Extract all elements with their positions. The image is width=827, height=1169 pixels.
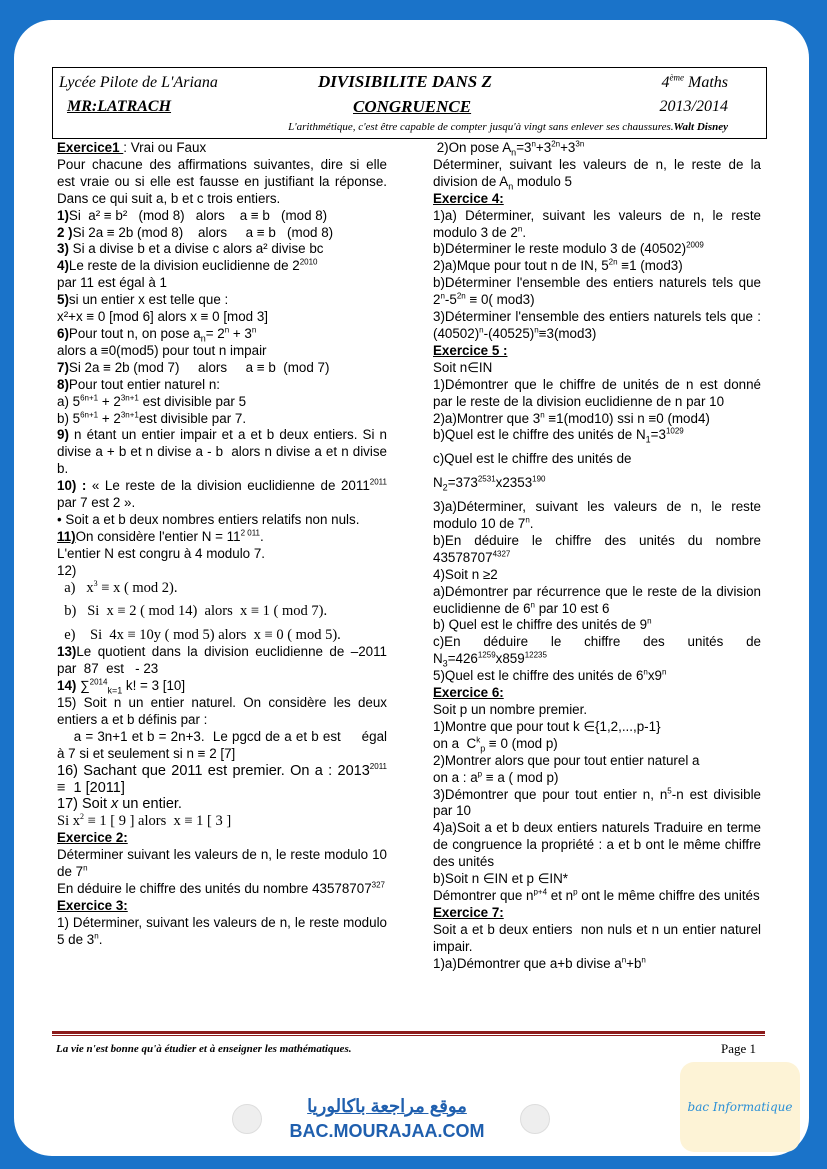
right-column: 2)On pose $A_n=3^n+3^{2n}+3^{3n}$ Déterminer, suivant les valeurs de n, le reste de la division de $A_n$ modulo 5 Exercice 4: 1)a) Déterminer, suivant les valeurs de n, le reste modulo 3 de 2$^n$. b)Déterminer le reste modulo 3 de $(40502)^{2009}$ 2)a)Mque pour tout n de IN, $5^{2n} \equiv 1$ (mod3) b)Déterminer l'ensemble des entiers naturels tels que $2^n-5^{2n} \equiv 0$( mod3) 3)Déterminer l'ensemble des entiers naturels tels que $:(40502)^n-(40525)^n\equiv 3(mod3)$ Exercice 5 : Soit n∈IN 1)Démontrer que le chiffre de unités de n est donné par le reste de la division euclidienne de n par 10 2)a)Montrer que $3^n \equiv 1(mod10)$ ssi n ≡0 (mod4) b)Quel est le chiffre des unités de $N_1=3^{1029}$ c)Quel est le chiffre des unités de $N_2=373^{2531}x2353^{190}$ 3)a)Déterminer, suivant les valeurs de n, le reste modulo 10 de 7$^n$. b)En déduire le chiffre des unités du nombre $43578707^{4327}$ 4)Soit n ≥2 a)Démontrer par récurrence que le reste de la division euclidienne de 6$^n$ par 10 est 6 b) Quel est le chiffre des unités de 9$^n$ c)En déduire le chiffre des unités de $N_3=426^{1259}x859^{12235}$ 5)Quel est le chiffre des unités de 6$^n$x9$^n$ Exercice 6: Soit p un nombre premier. 1)Montre que pour tout k ∈{1,2,...,p-1} on a $C^k_p \equiv 0$ (mod p) 2)Montrer alors que pour tout entier naturel a on a : $a^p \equiv a$ ( mod p) 3)Démontrer que pour tout entier n, $n^5-n$ est divisible par 10 4)a)Soit a et b deux entiers naturels Traduire en terme de congruence la propriété : a et b ont le même chiffre des unités b)Soit n ∈IN et p ∈IN* Démontrer que $n^{p+4}$ et $n^p$ ont le même chiffre des unités Exercice 7: Soit a et b deux entiers non nuls et n un entier naturel impair. 1)a)Démontrer que a+b divise $a^n+b^n$	[433, 139, 761, 971]
document-header	[52, 67, 767, 139]
site-name-arabic[interactable]: موقع مراجعة باكالوريا	[307, 1096, 467, 1116]
school-name: Lycée Pilote de L'Ariana	[59, 74, 218, 91]
class-level: 4ème Maths	[661, 72, 728, 91]
footer-rule	[52, 1031, 765, 1034]
footer-motto: La vie n'est bonne qu'à étudier et à enseigner les mathématiques.	[56, 1043, 352, 1055]
site-logo-icon	[232, 1104, 262, 1134]
document-title: DIVISIBILITE DANS Z	[318, 72, 492, 91]
bac-informatique-badge: bac Informatique	[680, 1062, 800, 1152]
site-url[interactable]: BAC.MOURAJAA.COM	[289, 1121, 485, 1141]
teacher-name: MR:LATRACH	[67, 98, 172, 115]
site-logo-icon-right	[520, 1104, 550, 1134]
header-quote: L'arithmétique, c'est être capable de compter jusqu'à vingt sans enlever ses chaussures.Walt Disney	[288, 121, 728, 133]
footer-rule-thin	[52, 1035, 765, 1036]
page-number: Page 1	[721, 1041, 757, 1056]
document-subtitle: CONGRUENCE	[353, 97, 472, 116]
site-banner[interactable]	[268, 1090, 506, 1150]
left-column: Exercice1 : Vrai ou Faux Pour chacune des affirmations suivantes, dire si elle est vraie ou si elle est fausse en justifiant la réponse. Dans ce qui suit a, b et c trois entiers. 1)Si a² ≡ b² (mod 8) alors a ≡ b (mod 8) 2 )Si 2a ≡ 2b (mod 8) alors a ≡ b (mod 8) 3) Si a divise b et a divise c alors a² divise bc 4)Le reste de la division euclidienne de $2^{2010}$ par 11 est égal à 1 5)si un entier x est telle que : x²+x ≡ 0 [mod 6] alors x ≡ 0 [mod 3] 6)Pour tout n, on pose $a_n= 2^n + 3^n$ alors a ≡0(mod5) pour tout n impair 7)Si 2a ≡ 2b (mod 7) alors a ≡ b (mod 7) 8)Pour tout entier naturel n: a) $5^{6n+1} + 2^{3n+1}$ est divisible par 5 b) $5^{6n+1} + 2^{3n+1}est$ divisible par 7. 9) n étant un entier impair et a et b deux entiers. Si n divise a + b et n divise a - b alors n divise a et n divise b. 10) : « Le reste de la division euclidienne de $2011^{2011}$ par 7 est 2 ». • Soit a et b deux nombres entiers relatifs non nuls. 11)On considère l'entier $N = 11^{2 011}$. L'entier N est congru à 4 modulo 7. 12) a) $x^3 \equiv x$ ( mod 2). b) Si x ≡ 2 ( mod 14) alors x ≡ 1 ( mod 7). e) Si 4x ≡ 10y ( mod 5) alors x ≡ 0 ( mod 5). 13)Le quotient dans la division euclidienne de –2011 par 87 est - 23 14) ∑$^{2014}_{k=1}$ k! = 3 [10] 15) Soit n un entier naturel. On considère les deux entiers a et b définis par : a = 3n+1 et b = 2n+3. Le pgcd de a et b est égal à 7 si et seulement si n ≡ 2 [7] 16) Sachant que 2011 est premier. On a : $2013^{2011} \equiv 1$ [2011] 17) Soit x un entier. Si $x^2 \equiv 1$ [ 9 ] alors x ≡ 1 [ 3 ] Exercice 2: Déterminer suivant les valeurs de n, le reste modulo 10 de 7$^n$ En déduire le chiffre des unités du nombre 43578707$^{327}$ Exercice 3: 1) Déterminer, suivant les valeurs de n, le reste modulo 5 de 3$^n$.	[57, 140, 387, 947]
school-year: 2013/2014	[659, 98, 728, 115]
